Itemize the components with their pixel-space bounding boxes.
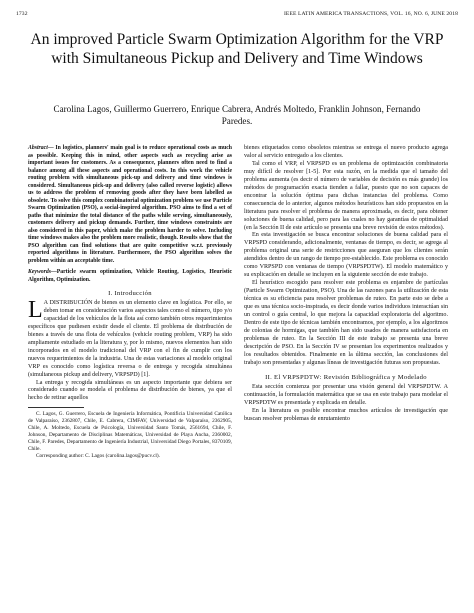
right-paragraph-3: En esta investigación se busca encontrar soluciones de buena calidad para el VRPSPD considerando, adicionalmente, ventanas de tiempo, es decir, se agrega al problema original una serie de restricciones que aseguran que los clientes serán atendidos dentro de un rango de tiempo pre-establecido. Este problema es conocido como VRPSPD con ventanas de tiempo (VRPSPDTW). El modelo matemático y su explicación en detalle se incluyen en la siguiente sección de este trabajo. [244,232,448,279]
journal-header: IEEE LATIN AMERICA TRANSACTIONS, VOL. 16, NO. 6, JUNE 2018 [283,11,458,17]
intro-paragraph-1-text: A DISTRIBUCIÓN de bienes es un elemento clave en logística. Por ello, se deben tomar en consideración varios aspectos tales como el número, tipo y/o capacidad de los vehículos de la flota así como también otros requerimientos específicos que pudiesen existir desde el cliente. El problema de distribución de bienes a través de una flota de vehículos (vehicle routing problem, VRP) ha sido ampliamente estudiado en la literatura y, por lo mismo, nuevos elementos han sido incorporados en el modelo tradicional del VRP con el fin de cumplir con los nuevos requerimientos de la industria. Una de estas variaciones al modelo original VRP es conocido como logística reversa o de entrega y recogida simultánea (simultaneous pickup and delivery, VRPSPD) [1]. [28,300,232,378]
paper-title: An improved Particle Swarm Optimization Algorithm for the VRP with Simultaneous Pickup and Delivery and Time Windows [30,31,444,67]
right-paragraph-2: Tal como el VRP, el VRPSPD es un problema de optimización combinatoria muy difícil de resolver [1-5]. Por esta razón, en la medida que el tamaño del problema aumenta (es decir el número de variables de decisión es más grande) los métodos de programación exacta tienden a fallar, puesto que no son capaces de encontrar la solución óptima para dichas instancias del problema. Como consecuencia de lo anterior, algunos métodos heurísticos han sido propuestos en la literatura para resolver el problema de manera aproximada, es decir, para obtener soluciones de buena calidad, pero para las cuales no hay garantías de optimalidad (en la Sección II de este artículo se presenta una breve revisión de estos métodos). [244,160,448,231]
author-affiliations-footnote: C. Lagos, G. Guerrero, Escuela de Ingeniería Informática, Pontificia Universidad Católica de Valparaíso, 2362807, Chile, E. Cabrera, CIMFAV, Universidad de Valparaíso, 2362905, Chile, A. Moltedo, Escuela de Psicología, Universidad Santo Tomás, 2561694, Chile, F. Johnson, Departamento de Disciplinas Matemáticas, Universidad de Playa Ancha, 2360002, Chile, F. Paredes, Departamento de Ingeniería Industrial, Universidad Diego Portales, 8370109, Chile. [28,411,232,452]
intro-paragraph-2: La entrega y recogida simultáneas es un aspecto importante que debiera ser considerado cuando se modela el problema de distribución de bienes, ya que el hecho de retirar aquellos [28,379,232,402]
keywords-label: Keywords [28,269,51,275]
abstract-text: — In logistics, planners' main goal is to reduce operational costs as much as possible. Keeping this in mind, other aspects such as recycling arise as important issues for customers. As a consequence, planners often need to find a balance among all these aspects and operational costs. In this work the vehicle routing problem with simultaneous pick-up and delivery and time windows is considered. Simultaneous pick-up and delivery (also called reverse logistic) allows us to address the problem of removing goods after they have been labelled as obsolete. To solve this complex combinatorial optimization problem we use Particle Swarm Optimization (PSO), a social-inspired algorithm. PSO aims to find a set of paths that minimize the total distance of the paths while serving, simultaneously, customers delivery and pickup demands. Further, time windows constraints are also considered in this paper, which make the problem harder to solve. Including time windows makes also the problem more realistic, though. Results show that the PSO algorithm can find solutions that are quite competitive w.r.t. previously reported algorithms in literature. Furthermore, the PSO algorithm solves the problem within an acceptable time. [28,145,232,264]
left-column [28,145,232,460]
corresponding-author-note: Corresponding author: C. Lagos (carolina.lagos@pucv.cl). [36,452,160,459]
drop-cap: L [28,297,43,323]
section-heading-introduction: I. Introducción [108,290,152,297]
page-number: 1732 [16,11,28,17]
abstract [28,145,232,265]
right-paragraph-4: El heurístico escogido para resolver este problema es enjambre de partículas (Particle Swarm Optimization, PSO). Una de las razones para la utilización de esta técnica es su eficiencia para resolver problemas de ruteo. En parte esto se debe a que es una técnica socio-inspirada, es decir donde varios individuos interactúan sin un control o guía central, lo que mejora la capacidad exploratoria del algoritmo. Dentro de este tipo de técnicas también encontramos, por ejemplo, a los algoritmos de colonias de hormigas, que también han sido usados de manera satisfactoria en problemas de ruteo. En la Sección III de este trabajo se presenta una breve descripción de PSO. En la Sección IV se presentan los experimentos realizados y los resultados obtenidos. Finalmente en la última sección, las conclusiones del trabajo son presentadas y algunas líneas de investigación futuras son propuestas. [244,280,448,366]
index-terms [28,269,232,284]
right-paragraph-6: En la literatura es posible encontrar muchos artículos de investigación que buscan resolver problemas de enrutamiento [244,407,448,422]
keywords-text: —Particle swarm optimization, Vehicle Routing, Logistics, Heuristic Algorithm, Optimization. [28,269,232,283]
abstract-label: Abstract [28,145,48,151]
right-paragraph-5: Esta sección comienza por presentar una visión general del VRPSPDTW. A continuación, la formulación matemática que se usa en este trabajo para modelar el VRPSPDTW es presentada y explicada en detalle. [244,383,448,406]
footnote-rule [28,407,84,408]
right-column [244,145,448,423]
author-list: Carolina Lagos, Guillermo Guerrero, Enrique Cabrera, Andrés Moltedo, Franklin Johnson, Fernando Paredes. [53,104,421,126]
intro-paragraph-1 [28,297,232,380]
section-heading-review: II. El VRPSPDTW: Revisión Bibliográfica y Modelado [265,373,427,381]
right-paragraph-1: bienes etiquetados como obsoletos mientras se entrega el nuevo producto agrega valor al servicio entregado a los clientes. [244,145,448,159]
running-header [16,11,458,21]
